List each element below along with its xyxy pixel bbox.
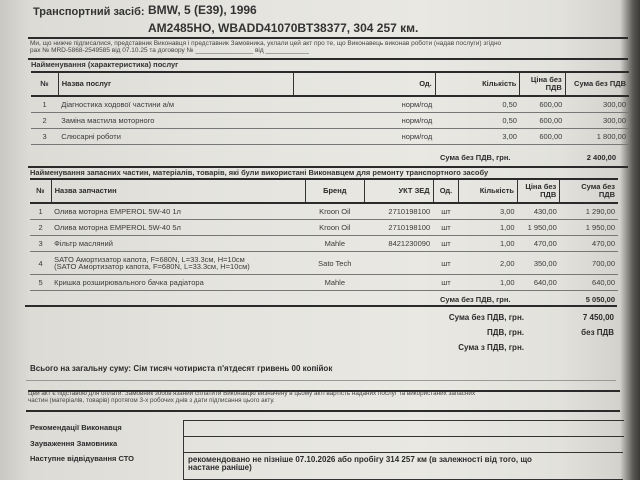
grand-total-value: 7 450,00 <box>582 313 614 322</box>
service-sum: 1 800,00 <box>565 129 629 145</box>
remarks-field[interactable] <box>183 436 624 453</box>
payment-note <box>28 390 628 404</box>
service-qty: 0,50 <box>435 96 520 113</box>
total-in-words: Всього на загальну суму: Сім тисяч чотириста п'ятдесят гривень 00 копійок <box>30 364 333 373</box>
part-name-line-1: SATO Амортизатор капота, F=680N, L=33.3см, H=10см <box>54 255 245 264</box>
part-sum: 1 950,00 <box>560 220 618 236</box>
part-price: 350,00 <box>518 252 560 275</box>
services-header-row <box>31 72 629 96</box>
sum-with-vat-label: Сума з ПДВ, грн. <box>458 343 524 352</box>
part-qty: 1,00 <box>459 275 518 291</box>
divider <box>28 37 628 39</box>
part-brand: Sato Tech <box>305 252 364 275</box>
part-name: Фільтр масляний <box>51 236 305 252</box>
part-unit: шт <box>433 275 459 291</box>
service-sum: 300,00 <box>565 96 629 113</box>
parts-section-title: Найменування запасних частин, матеріалів, товарів, які були використані Виконавцем для ремонту транспортного засобу <box>30 168 489 177</box>
part-code: 2710198100 <box>364 203 433 220</box>
next-visit-label: Наступне відвідування СТО <box>30 454 134 463</box>
row-num: 5 <box>30 275 51 291</box>
part-price: 470,00 <box>518 236 560 252</box>
row-num: 3 <box>31 129 58 145</box>
col-code: УКТ ЗЕД <box>364 179 433 203</box>
service-price: 600,00 <box>520 129 565 145</box>
service-price: 600,00 <box>520 96 565 113</box>
service-qty: 0,50 <box>435 113 520 129</box>
part-unit: шт <box>433 203 459 220</box>
parts-total-label: Сума без ПДВ, грн. <box>440 295 511 304</box>
part-code <box>364 252 433 275</box>
parts-table <box>30 178 618 291</box>
part-sum: 640,00 <box>560 275 618 291</box>
parts-header-row <box>30 179 618 203</box>
col-sum: Сума без ПДВ <box>565 72 629 96</box>
parts-total-value: 5 050,00 <box>585 295 615 304</box>
vat-label: ПДВ, грн. <box>487 328 524 337</box>
part-unit: шт <box>433 236 459 252</box>
col-sum: Сума без ПДВ <box>560 179 618 203</box>
service-name: Діагностика ходової частини а/м <box>58 96 293 113</box>
part-price: 430,00 <box>518 203 560 220</box>
recommendations-field[interactable] <box>183 420 624 437</box>
vehicle-model: BMW, 5 (E39), 1996 <box>148 3 257 17</box>
part-code: 2710198100 <box>364 220 433 236</box>
col-unit: Од. <box>294 72 436 96</box>
remarks-label: Зауваження Замовника <box>30 439 118 448</box>
part-name <box>51 252 305 275</box>
part-name: Олива моторна EMPEROL 5W-40 5л <box>51 220 305 236</box>
service-unit: норм/год <box>294 96 436 113</box>
col-qty: Кількість <box>435 72 520 96</box>
table-row <box>30 220 618 236</box>
payment-note-line-1: Цей акт є підставою для оплати. Замовник зобов'язаний сплатити Виконавцю визначену в цьому акті вартість наданих послуг та використаних запасних <box>28 390 476 397</box>
table-row <box>30 236 618 252</box>
col-price: Ціна без ПДВ <box>520 72 565 96</box>
vehicle-label: Транспортний засіб: <box>33 6 145 18</box>
divider <box>26 380 616 381</box>
recommendations-label: Рекомендації Виконавця <box>30 423 122 432</box>
part-brand: Mahle <box>305 275 364 291</box>
col-name: Назва запчастин <box>51 179 305 203</box>
part-name: Олива моторна EMPEROL 5W-40 1л <box>51 203 305 220</box>
intro-line-2: рах № MRD-5868-2549585 від 07.10.25 та договору № ________________ від ____________ <box>30 47 309 54</box>
services-table <box>31 71 629 145</box>
vehicle-identifiers: AM2485HO, WBADD41070BT38377, 304 257 км. <box>148 21 419 35</box>
col-qty: Кількість <box>459 179 518 203</box>
services-total-value: 2 400,00 <box>586 153 616 162</box>
part-qty: 1,00 <box>459 220 518 236</box>
table-row <box>31 113 629 129</box>
table-row <box>30 203 618 220</box>
next-visit-line-2: настане раніше) <box>188 463 252 472</box>
service-name: Заміна мастила моторного <box>58 113 293 129</box>
divider <box>26 410 620 412</box>
intro-line-1: Ми, що нижче підписалися, представник Виконавця і представник Замовника, уклали цей акт про те, що Виконавець виконав роботи (надав послуги) згідно <box>30 40 502 47</box>
col-num: № <box>30 179 51 203</box>
grand-total-label: Сума без ПДВ, грн. <box>448 313 524 322</box>
part-name: Кришка розширювального бачка радіатора <box>51 275 305 291</box>
col-unit: Од. <box>433 179 459 203</box>
table-row <box>31 129 629 145</box>
col-brand: Бренд <box>305 179 364 203</box>
part-brand: Kroon Oil <box>305 203 364 220</box>
service-price: 600,00 <box>520 113 565 129</box>
next-visit-field <box>183 452 623 480</box>
service-qty: 3,00 <box>435 129 520 145</box>
row-num: 3 <box>30 236 51 252</box>
row-num: 1 <box>31 96 58 113</box>
table-row <box>31 96 629 113</box>
part-price: 640,00 <box>518 275 560 291</box>
service-unit: норм/год <box>294 113 436 129</box>
part-sum: 1 290,00 <box>560 203 618 220</box>
col-num: № <box>31 72 58 96</box>
part-brand: Kroon Oil <box>305 220 364 236</box>
part-brand: Mahle <box>305 236 364 252</box>
divider <box>25 305 617 307</box>
col-price: Ціна без ПДВ <box>518 179 560 203</box>
part-unit: шт <box>433 220 459 236</box>
service-unit: норм/год <box>294 129 436 145</box>
row-num: 1 <box>30 203 51 220</box>
row-num: 2 <box>31 113 58 129</box>
part-sum: 700,00 <box>560 252 618 275</box>
intro-text <box>30 40 630 54</box>
part-sum: 470,00 <box>560 236 618 252</box>
part-code <box>364 275 433 291</box>
part-price: 1 950,00 <box>518 220 560 236</box>
services-section-title: Найменування (характеристика) послуг <box>31 60 179 69</box>
payment-note-line-2: частин (матеріалів, товарів) протягом 3-х робочих днів з дати підписання цього акту. <box>28 397 275 404</box>
part-qty: 3,00 <box>459 203 518 220</box>
next-visit-line-1: рекомендовано не пізніше 07.10.2026 або пробігу 314 257 км (в залежності від того, що <box>188 455 532 464</box>
part-unit: шт <box>433 252 459 275</box>
part-qty: 1,00 <box>459 236 518 252</box>
services-total-label: Сума без ПДВ, грн. <box>440 153 511 162</box>
part-name-line-2: (SATO Амортизатор капота, F=680N, L=33.3см, H=10см) <box>54 262 250 271</box>
vat-value: без ПДВ <box>581 328 614 337</box>
service-name: Слюсарні роботи <box>58 129 293 145</box>
table-row <box>30 252 618 275</box>
row-num: 2 <box>30 220 51 236</box>
table-row <box>30 275 618 291</box>
part-qty: 2,00 <box>459 252 518 275</box>
part-code: 8421230090 <box>364 236 433 252</box>
row-num: 4 <box>30 252 51 275</box>
service-sum: 300,00 <box>565 113 629 129</box>
col-name: Назва послуг <box>58 72 293 96</box>
